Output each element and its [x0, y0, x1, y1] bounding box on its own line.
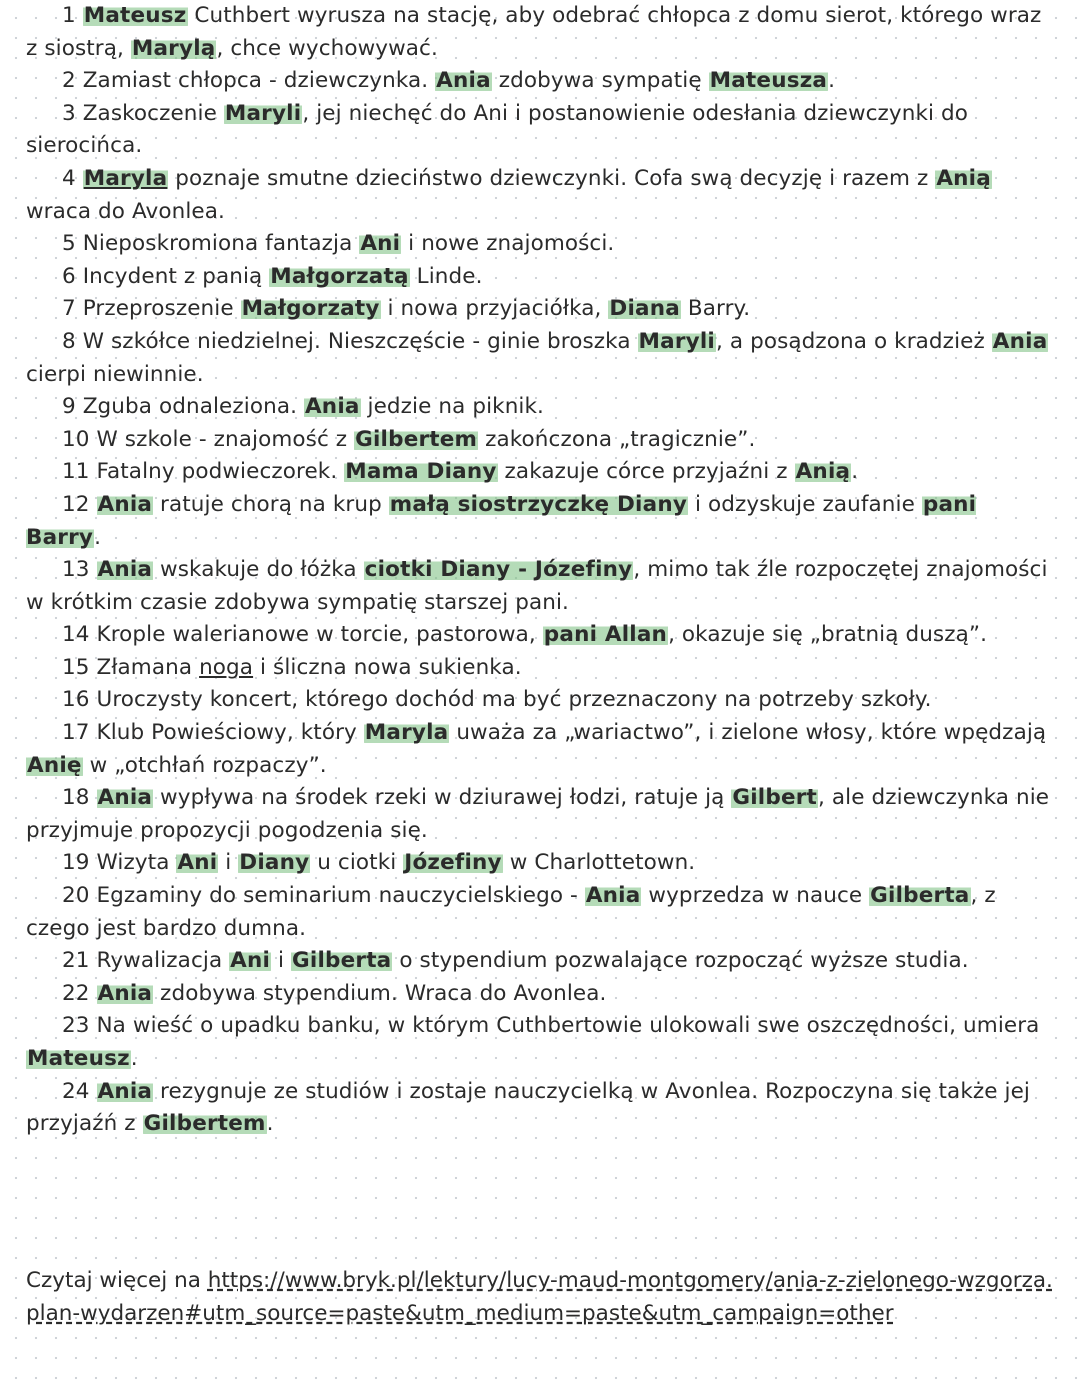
- event-item: [26, 489, 1056, 554]
- handwritten-notes: [26, 0, 1056, 1141]
- event-text: 8 W szkółce niedzielnej. Nieszczęście - ginie broszka: [62, 328, 638, 354]
- event-text: 4: [62, 165, 83, 191]
- highlighted-name: Józefiny: [404, 850, 502, 876]
- event-item: [26, 1076, 1056, 1141]
- event-text: ratuje chorą na krup: [153, 491, 389, 517]
- highlighted-name: Gilberta: [870, 883, 970, 909]
- event-text: i: [271, 948, 292, 974]
- event-text: 23 Na wieść o upadku banku, w którym Cuthbertowie ulokowali swe oszczędności, umiera: [62, 1013, 1040, 1039]
- event-text: w „otchłań rozpaczy”.: [82, 752, 327, 778]
- event-text: jedzie na piknik.: [360, 394, 544, 420]
- highlighted-name: Diana: [609, 296, 680, 322]
- event-text: rezygnuje ze studiów i zostaje nauczycielką w Avonlea. Rozpoczyna się także jej przyjaźń z: [26, 1078, 1031, 1137]
- highlighted-name: pani Barry: [26, 491, 977, 550]
- event-item: [26, 619, 1056, 652]
- highlighted-name: Małgorzaty: [241, 296, 380, 322]
- event-text: wypływa na środek rzeki w dziurawej łodzi, ratuje ją: [153, 785, 732, 811]
- event-item: [26, 554, 1056, 619]
- event-text: 24: [62, 1078, 97, 1104]
- highlighted-name: Ania: [97, 557, 153, 583]
- highlighted-name: małą siostrzyczkę Diany: [389, 491, 688, 517]
- event-text: zdobywa sympatię: [491, 68, 709, 94]
- highlighted-name: Maryli: [224, 100, 302, 126]
- event-text: zakazuje córce przyjaźni z: [497, 459, 795, 485]
- event-text: Barry.: [680, 296, 751, 322]
- event-item: [26, 163, 1056, 228]
- event-item: [26, 424, 1056, 457]
- event-text: wskakuje do łóżka: [153, 557, 364, 583]
- event-item: [26, 1010, 1056, 1075]
- event-text: w Charlottetown.: [502, 850, 696, 876]
- event-item: [26, 652, 1056, 685]
- event-text: 2 Zamiast chłopca - dziewczynka.: [62, 68, 436, 94]
- read-more-label: Czytaj więcej na: [26, 1268, 208, 1293]
- event-text: 18: [62, 785, 97, 811]
- event-text: 7 Przeproszenie: [62, 296, 241, 322]
- highlighted-name: Mama Diany: [345, 459, 497, 485]
- event-item: [26, 293, 1056, 326]
- highlighted-name: Anię: [27, 752, 82, 778]
- event-text: .: [130, 1046, 138, 1071]
- event-text: .: [94, 524, 102, 550]
- event-item: [26, 228, 1056, 261]
- highlighted-name: Ani: [230, 948, 271, 974]
- event-text: , z czego jest bardzo dumna.: [26, 883, 996, 941]
- event-text: zdobywa stypendium. Wraca do Avonlea.: [153, 980, 607, 1006]
- event-text: i: [218, 850, 239, 876]
- event-item: [26, 261, 1056, 294]
- event-text: zakończona „tragicznie”.: [478, 426, 756, 452]
- event-text: 11 Fatalny podwieczorek.: [62, 459, 345, 485]
- event-text: cierpi niewinnie.: [26, 361, 204, 387]
- highlighted-name: Ania: [585, 883, 641, 909]
- source-link[interactable]: https://www.bryk.pl/lektury/lucy-maud-montgomery/ania-z-zielonego-wzgorza.plan-wydarzen#utm_source=paste&utm_medium=paste&utm_campaign=other: [26, 1268, 1053, 1326]
- event-text: Cuthbert wyrusza na stację, aby odebrać chłopca z domu sierot, którego wraz z siostrą,: [26, 3, 1042, 61]
- event-item: [26, 65, 1056, 98]
- event-item: [26, 847, 1056, 880]
- event-text: 13: [62, 557, 97, 583]
- highlighted-name: Mateusz: [83, 3, 187, 28]
- event-item: [26, 456, 1056, 489]
- highlighted-name: Ania: [992, 328, 1048, 354]
- event-text: , okazuje się „bratnią duszą”.: [668, 622, 988, 648]
- event-text: i nowe znajomości.: [401, 231, 615, 257]
- highlighted-name: pani Allan: [543, 622, 668, 648]
- event-text: Linde.: [409, 263, 483, 289]
- highlighted-name: ciotki Diany - Józefiny: [364, 557, 633, 583]
- event-text: 14 Krople walerianowe w torcie, pastorowa,: [62, 622, 543, 648]
- underlined-word: noga: [199, 654, 254, 680]
- event-text: 22: [62, 980, 97, 1006]
- event-item: [26, 782, 1056, 847]
- event-text: o stypendium pozwalające rozpocząć wyższe studia.: [392, 948, 969, 974]
- event-text: wyprzedza w nauce: [641, 883, 870, 909]
- highlighted-name: Małgorzatą: [270, 263, 409, 289]
- highlighted-name: Ania: [304, 394, 360, 420]
- event-text: 16 Uroczysty koncert, którego dochód ma być przeznaczony na potrzeby szkoły.: [62, 687, 932, 713]
- event-text: 3 Zaskoczenie: [62, 100, 224, 126]
- event-text: i odzyskuje zaufanie: [688, 491, 922, 517]
- event-text: .: [266, 1111, 274, 1137]
- event-text: 12: [62, 491, 97, 517]
- event-item: [26, 98, 1056, 163]
- event-text: 6 Incydent z panią: [62, 263, 270, 289]
- highlighted-name: Ani: [177, 850, 218, 876]
- highlighted-name: Ania: [97, 980, 153, 1006]
- event-text: , a posądzona o kradzież: [716, 328, 992, 354]
- event-text: i śliczna nowa sukienka.: [253, 654, 522, 680]
- highlighted-name: Maryli: [638, 328, 715, 354]
- highlighted-name: Ania: [436, 68, 491, 94]
- event-text: , ale dziewczynka nie przyjmuje propozycji pogodzenia się.: [26, 785, 1050, 843]
- event-item: [26, 717, 1056, 782]
- highlighted-name: Maryla: [83, 165, 168, 191]
- event-text: , mimo tak źle rozpoczętej znajomości w krótkim czasie zdobywa sympatię starszej pani.: [26, 557, 1048, 615]
- event-text: , chce wychowywać.: [216, 35, 438, 61]
- event-item: [26, 978, 1056, 1011]
- event-text: 5 Nieposkromiona fantazja: [62, 231, 360, 257]
- highlighted-name: Anią: [795, 459, 851, 485]
- highlighted-name: Marylą: [131, 35, 216, 61]
- event-item: [26, 0, 1056, 65]
- event-text: .: [828, 68, 836, 94]
- event-text: wraca do Avonlea.: [26, 198, 225, 224]
- event-text: poznaje smutne dzieciństwo dziewczynki. Cofa swą decyzję i razem z: [168, 165, 936, 191]
- highlighted-name: Mateusza: [709, 68, 828, 94]
- event-text: 9 Zguba odnaleziona.: [62, 394, 304, 420]
- event-text: .: [851, 459, 859, 485]
- highlighted-name: Ania: [97, 1078, 153, 1104]
- highlighted-name: Gilbert: [732, 785, 818, 811]
- event-text: , jej niechęć do Ani i postanowienie odesłania dziewczynki do sierocińca.: [26, 100, 969, 159]
- event-item: [26, 880, 1056, 945]
- event-text: 19 Wizyta: [62, 850, 177, 876]
- highlighted-name: Anią: [936, 165, 991, 191]
- event-plan-list: [26, 0, 1056, 1141]
- event-text: 1: [62, 3, 83, 28]
- highlighted-name: Gilbertem: [143, 1111, 266, 1137]
- event-item: [26, 326, 1056, 391]
- event-text: 15 Złamana: [62, 654, 200, 680]
- event-text: u ciotki: [310, 850, 404, 876]
- highlighted-name: Ania: [97, 785, 153, 811]
- event-text: 10 W szkole - znajomość z: [62, 426, 355, 452]
- highlighted-name: Gilberta: [292, 948, 392, 974]
- event-item: [26, 391, 1056, 424]
- event-item: [26, 945, 1056, 978]
- event-text: 20 Egzaminy do seminarium nauczycielskiego -: [62, 883, 585, 909]
- highlighted-name: Gilbertem: [355, 426, 478, 452]
- highlighted-name: Ania: [97, 491, 153, 517]
- event-text: 21 Rywalizacja: [62, 948, 230, 974]
- event-text: uważa za „wariactwo”, i zielone włosy, które wpędzają: [449, 720, 1047, 746]
- highlighted-name: Mateusz: [27, 1046, 130, 1071]
- highlighted-name: Ani: [360, 231, 401, 257]
- event-text: 17 Klub Powieściowy, który: [62, 720, 364, 746]
- read-more-footer: [26, 1264, 1056, 1330]
- event-text: i nowa przyjaciółka,: [380, 296, 609, 322]
- highlighted-name: Maryla: [364, 720, 449, 746]
- highlighted-name: Diany: [239, 850, 310, 876]
- event-item: [26, 684, 1056, 717]
